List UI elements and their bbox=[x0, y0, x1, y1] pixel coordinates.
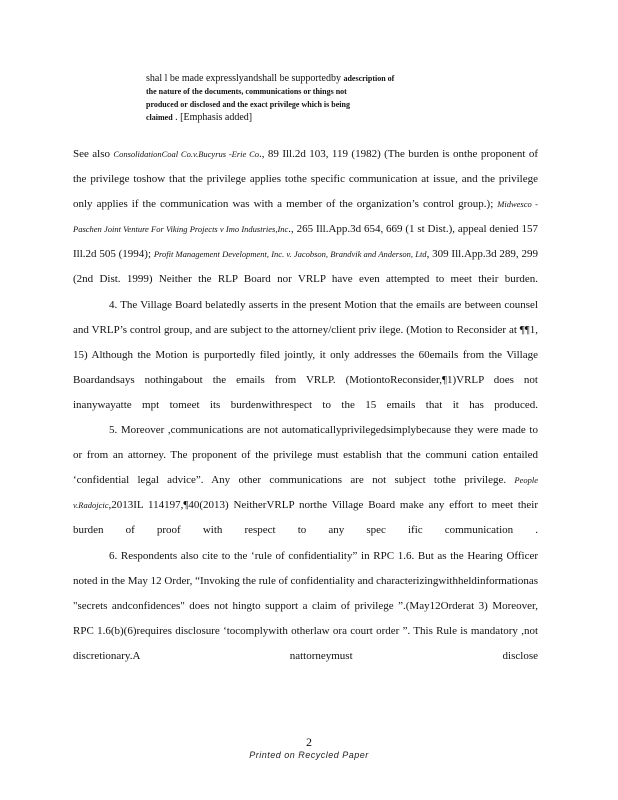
case-citation: People v.Radojcic bbox=[73, 475, 539, 511]
paragraph-5 bbox=[73, 418, 538, 543]
paragraph-see-also bbox=[73, 142, 538, 293]
para-text: ,2013IL 114197,¶40(2013) NeitherVRLP northe Village Board make any effort to meet their burden of proof with respect to any spec ific communication . bbox=[73, 499, 538, 537]
case-citation: ConsolidationCoal Co.v.Bucyrus -Erie Co bbox=[113, 149, 260, 159]
quote-line-2: the nature of the documents, communications or things not bbox=[146, 87, 347, 96]
printed-on-recycled-paper: Printed on Recycled Paper bbox=[249, 750, 369, 760]
para-text: ., 265 Ill.App.3d 654, 669 (1 st Dist.), appeal denied 157 Ill.2d 505 (1994); bbox=[73, 223, 538, 261]
quote-line-4 bbox=[146, 111, 466, 124]
paragraph-4: 4. The Village Board belatedly asserts in the present Motion that the emails are between counsel and VRLP’s control group, and are subject to the attorney/client priv ilege. (Motion to Reconsider at ¶¶1, 15) Although the Motion is purportedly filed jointly, it only addresses the 60emails from the Village Boardandsays nothingabout the emails from VRLP. (MotiontoReconsider,¶1)VRLP does not inanywayatte mpt tomeet its burdenwithrespect to the 15 emails that it has produced. bbox=[73, 298, 538, 411]
quote-text: shal l be made expresslyandshall be supportedby bbox=[146, 73, 341, 84]
quote-text: claimed bbox=[146, 113, 173, 122]
para-text: See also bbox=[73, 148, 111, 160]
case-citation: Profit Management Development, Inc. v. Jacobson, Brandvik and Anderson, Ltd bbox=[153, 249, 427, 260]
para-text: ., 89 Ill.2d 103, 119 (1982) (The burden is onthe proponent of the privilege toshow that the privilege applies tothe specific communication at issue, and the privilege only applies if the communication was with a member of the organization’s control group.); bbox=[73, 148, 538, 211]
quote-text: . [Emphasis added] bbox=[175, 112, 253, 123]
block-quote bbox=[146, 72, 466, 124]
paragraph-6: 6. Respondents also cite to the ‘rule of confidentiality” in RPC 1.6. But as the Hearing Officer noted in the May 12 Order, “Invoking the rule of confidentiality and characterizingwithheldinformationas "secrets andconfidences" does not hingto support a claim of privilege ”.(May12Orderat 3) Moreover, RPC 1.6(b)(6)requires disclosure ‘tocomplywith otherlaw ora court order ”. This Rule is mandatory ,not discretionary.A nattorneymust disclose bbox=[73, 549, 538, 662]
para-text: 5. Moreover ,communications are not automaticallyprivilegedsimplybecause they were made to or from an attorney. The proponent of the privilege must establish that the communi cation entailed ‘confidential legal advice”. Any other communications are not subject tothe privilege. bbox=[73, 424, 538, 487]
quote-line-3: produced or disclosed and the exact privilege which is being bbox=[146, 100, 350, 109]
case-citation: Midwesco -Paschen Joint Venture For Viking Projects v Imo Industries,Inc bbox=[73, 199, 538, 235]
quote-text: adescription of bbox=[343, 74, 395, 83]
quote-line-1 bbox=[146, 72, 466, 85]
para-text: , 309 Ill.App.3d 289, 299 (2nd Dist. 1999) Neither the RLP Board nor VRLP have even attempted to meet their burden. bbox=[73, 248, 538, 286]
document-body bbox=[73, 142, 538, 669]
page-number: 2 bbox=[306, 735, 312, 749]
